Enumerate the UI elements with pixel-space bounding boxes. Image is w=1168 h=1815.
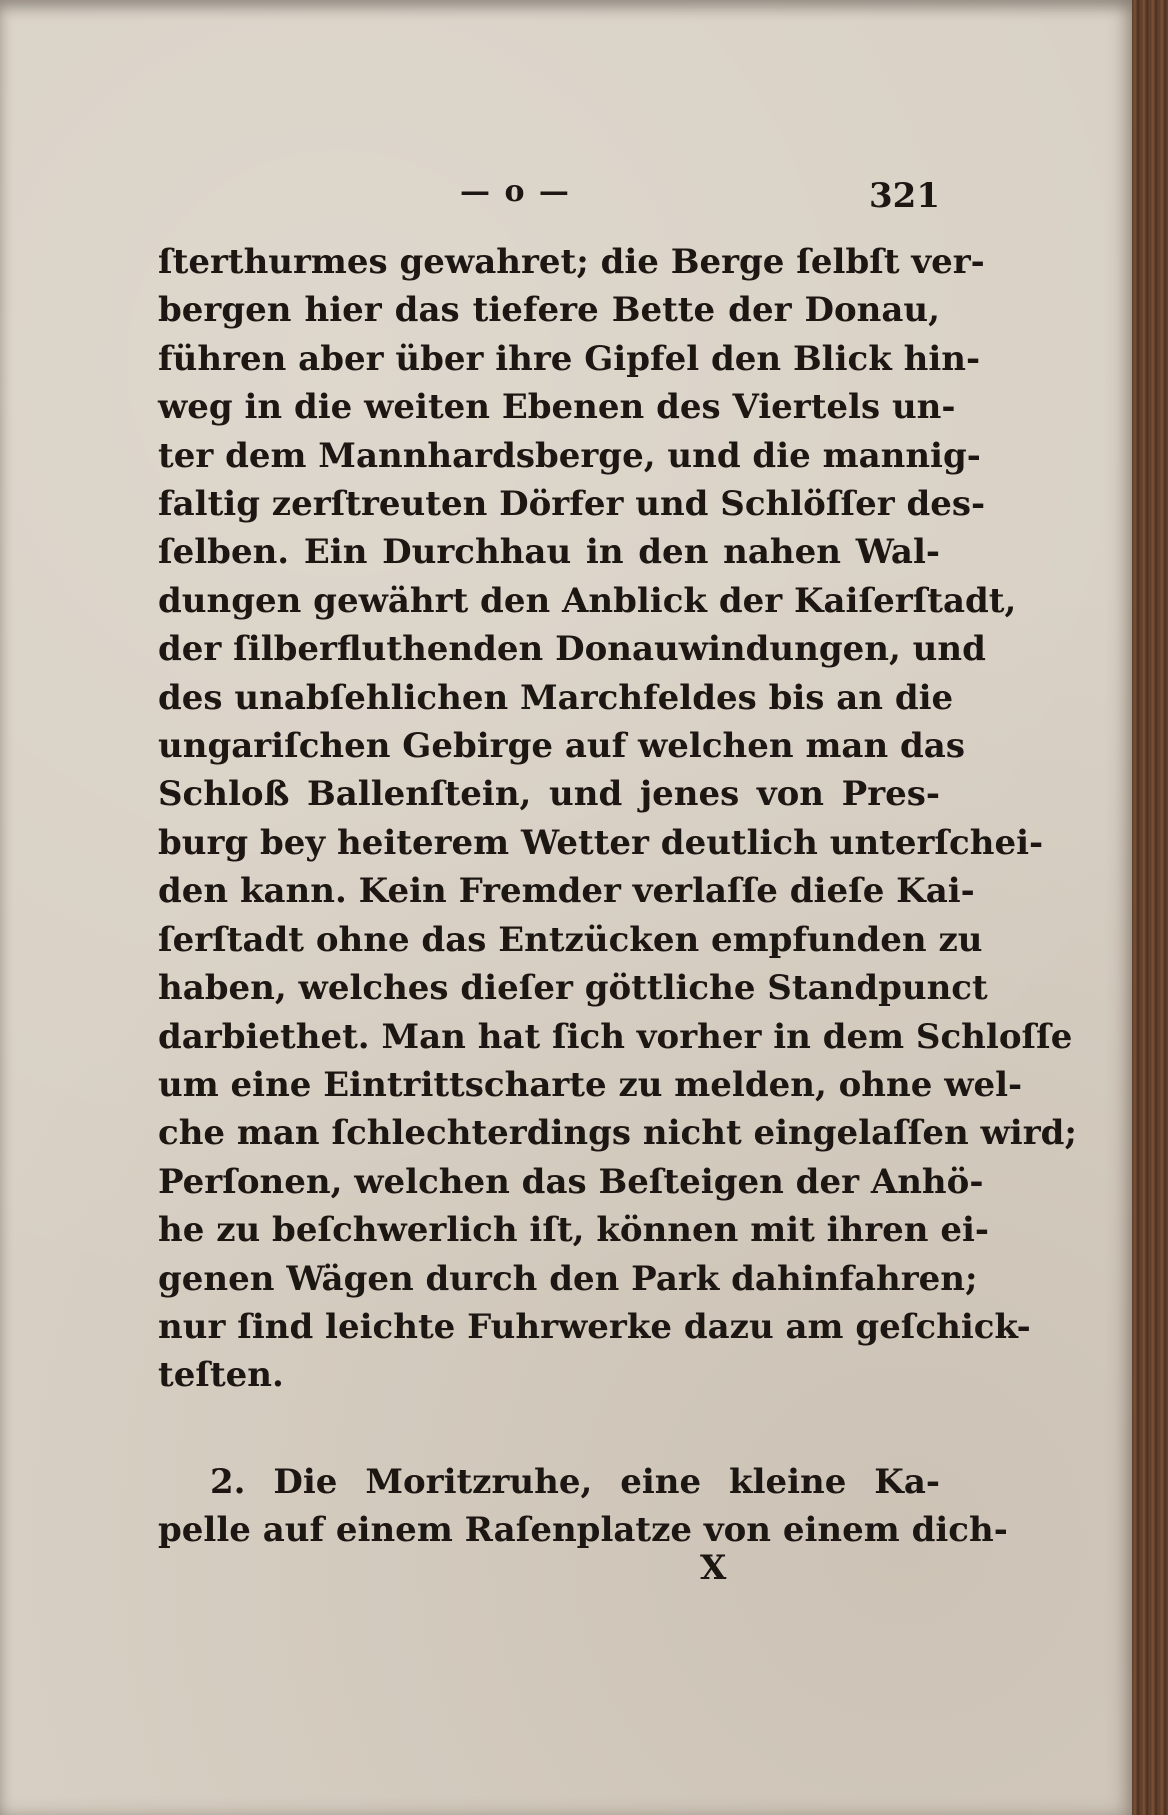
text-line: der ſilberfluthenden Donauwindungen, und — [158, 629, 986, 670]
text-line: 2. Die Moritzruhe, eine kleine Ka- — [210, 1461, 940, 1502]
text-line: faltig zerſtreuten Dörfer und Schlöſſer des- — [158, 484, 986, 525]
text-line: den kann. Kein Fremder verlaſſe dieſe Kai- — [158, 871, 975, 912]
page-number: 321 — [869, 176, 940, 216]
text-line: pelle auf einem Raſenplatze von einem dich- — [158, 1510, 1008, 1551]
paragraph-2 — [158, 1458, 1008, 1555]
text-line: um eine Eintrittscharte zu melden, ohne wel- — [158, 1064, 1023, 1105]
text-line: haben, welches dieſer göttliche Standpunct — [158, 968, 988, 1009]
page-header — [160, 174, 940, 224]
text-line: ter dem Mannhardsberge, und die mannig- — [158, 435, 981, 476]
text-line: Perſonen, welchen das Beſteigen der Anhö- — [158, 1161, 984, 1202]
text-line: bergen hier das tiefere Bette der Donau, — [158, 290, 940, 331]
text-line: führen aber über ihre Gipfel den Blick hin- — [158, 338, 981, 379]
text-line: he zu beſchwerlich iſt, können mit ihren ei- — [158, 1210, 990, 1251]
text-line: ſterthurmes gewahret; die Berge ſelbſt ver- — [158, 242, 985, 282]
text-line: ungariſchen Gebirge auf welchen man das — [158, 726, 965, 767]
text-line: nur ſind leichte Fuhrwerke dazu am geſchick- — [158, 1306, 1031, 1347]
text-line: che man ſchlechterdings nicht eingelaſſen wird; — [158, 1113, 1077, 1154]
signature-mark: X — [700, 1548, 727, 1588]
text-line: weg in die weiten Ebenen des Viertels un- — [158, 387, 956, 428]
text-line: dungen gewährt den Anblick der Kaiſerſtadt, — [158, 580, 1017, 621]
body-text — [158, 238, 1077, 1555]
text-line: teſten. — [158, 1355, 284, 1396]
text-line: Schloß Ballenſtein, und jenes von Pres- — [158, 774, 940, 815]
header-ornament: — o — — [460, 174, 571, 209]
book-page-edge — [1132, 0, 1168, 1815]
text-line: burg bey heiterem Wetter deutlich unterſchei- — [158, 822, 1044, 863]
text-line: darbiethet. Man hat ſich vorher in dem Schloſſe — [158, 1016, 1073, 1057]
paragraph-1 — [158, 238, 1077, 1400]
text-line: genen Wägen durch den Park dahinfahren; — [158, 1258, 978, 1299]
text-line: ſelben. Ein Durchhau in den nahen Wal- — [158, 532, 940, 573]
text-line: des unabſehlichen Marchfeldes bis an die — [158, 677, 954, 718]
text-line: ſerſtadt ohne das Entzücken empfunden zu — [158, 919, 983, 960]
